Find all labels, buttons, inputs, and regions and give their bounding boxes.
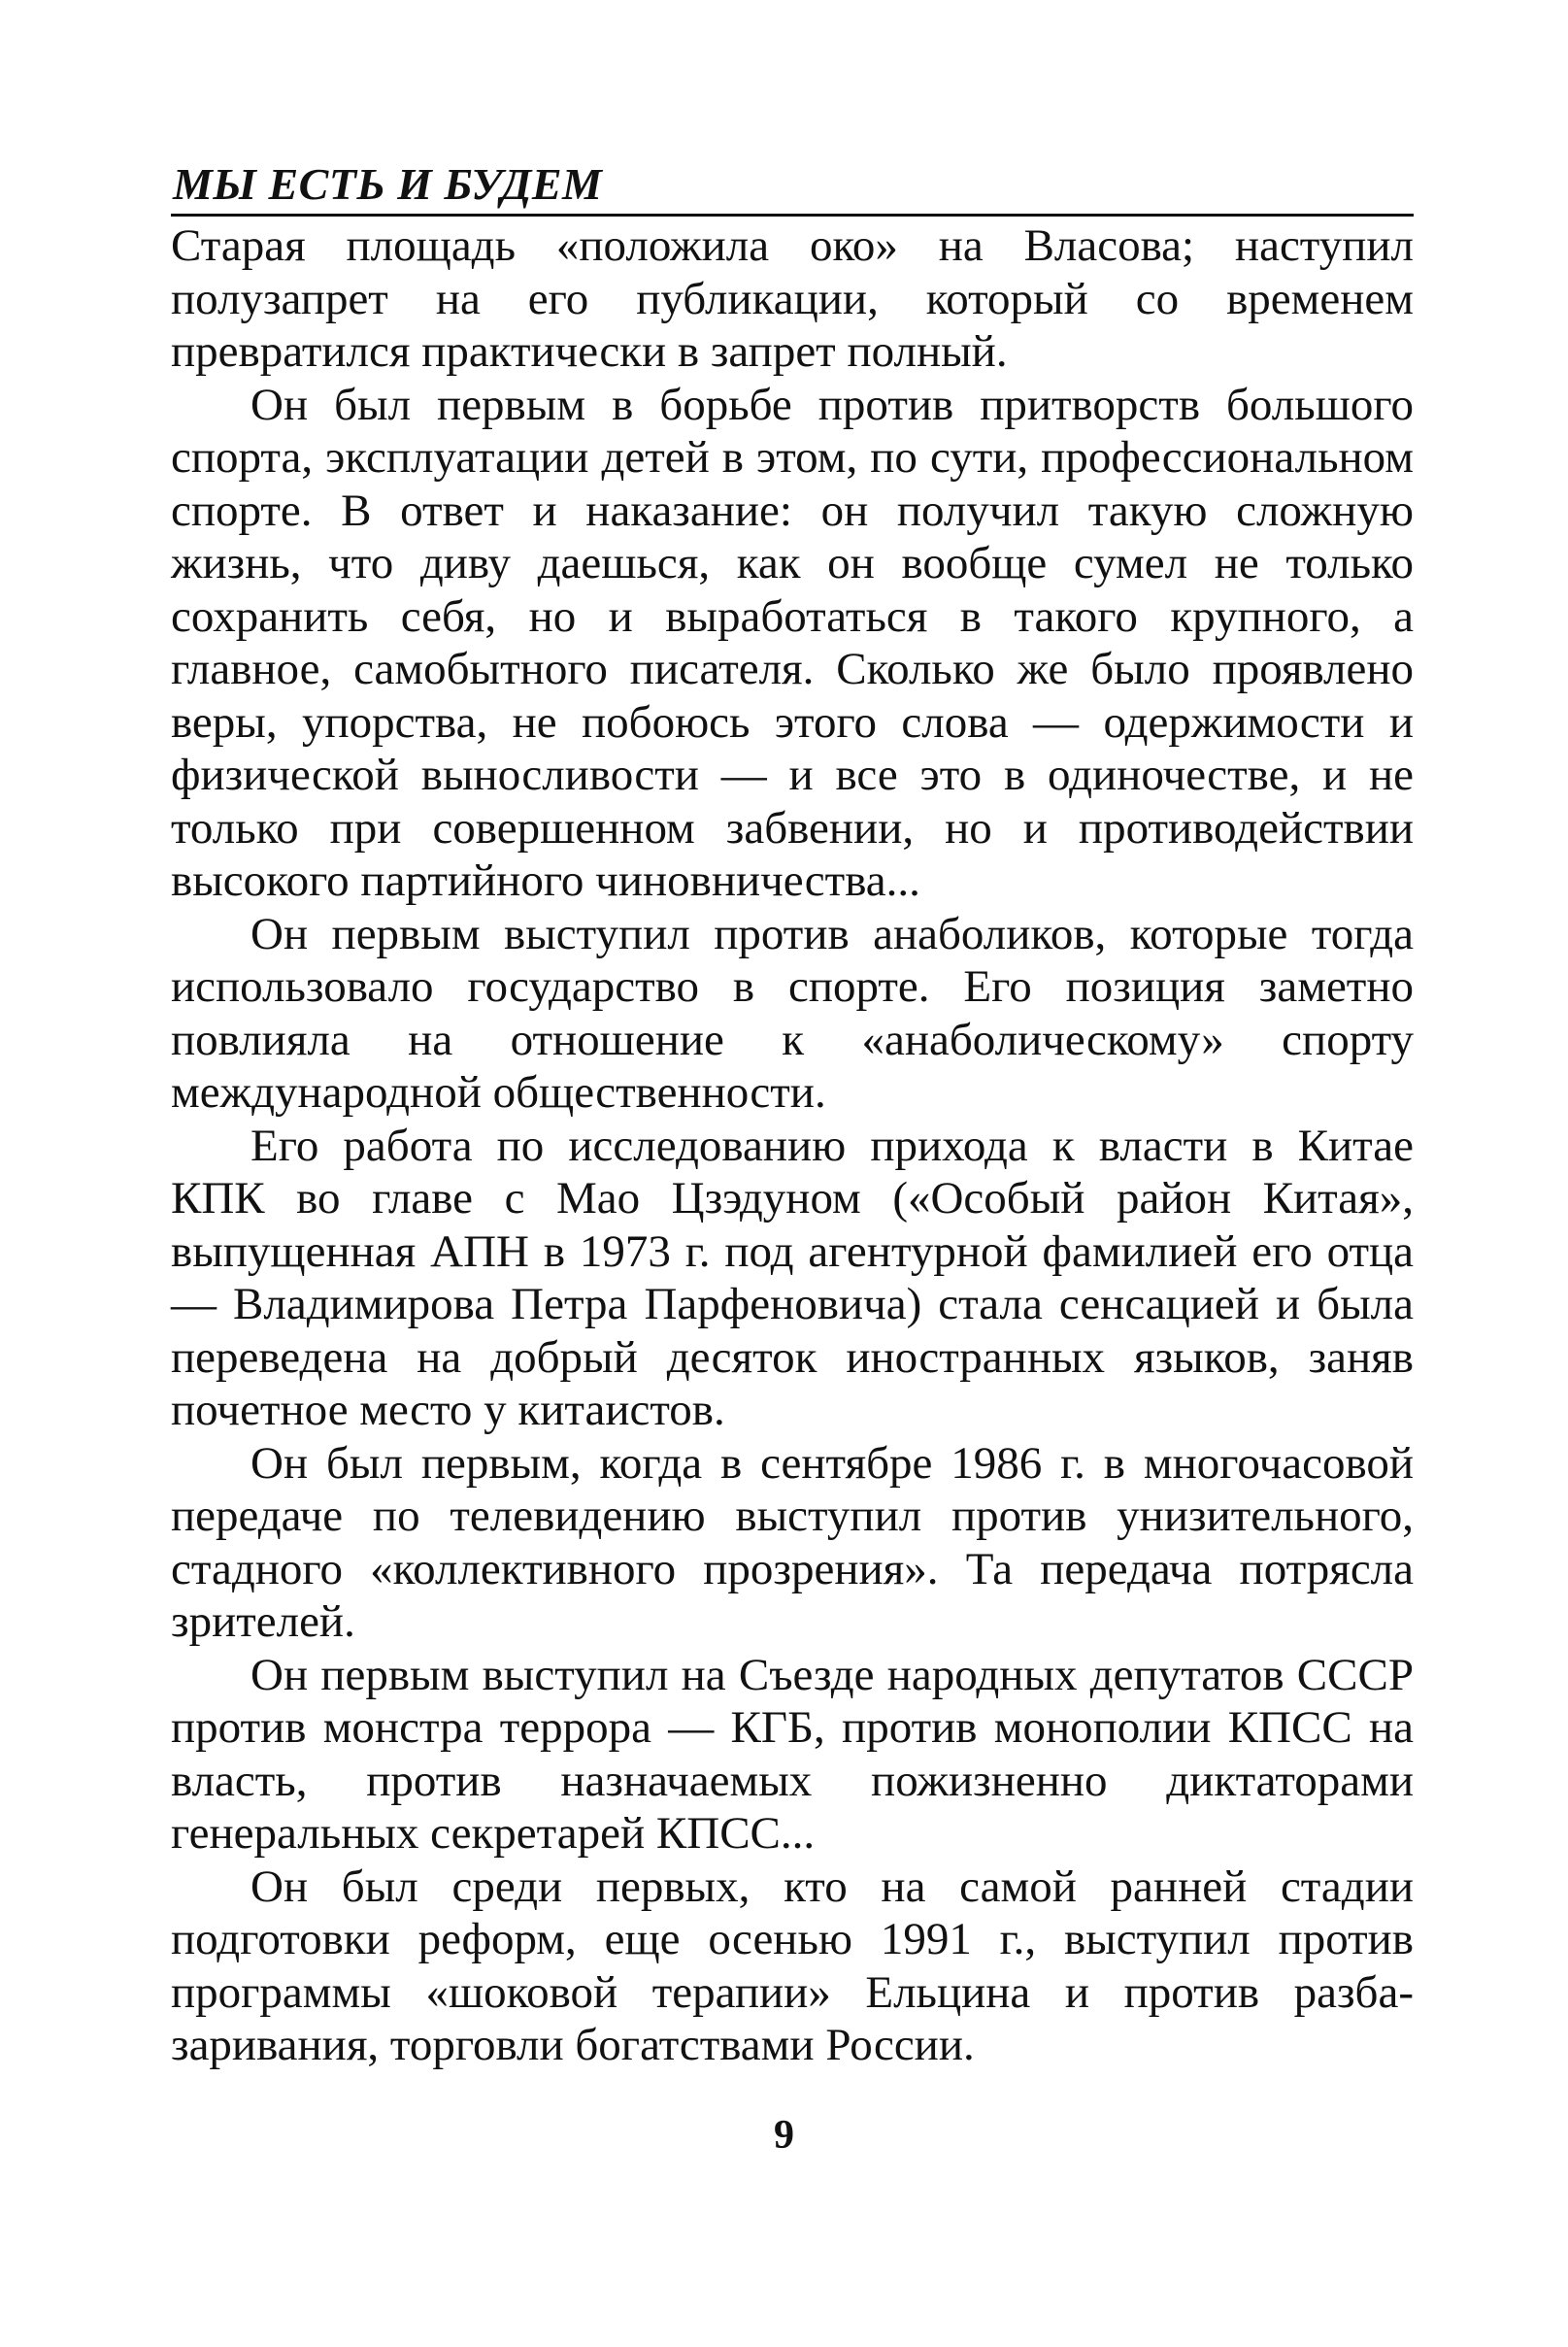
paragraph: Он первым выступил против анаболиков, которые тогда использовало государство в спорте. Его позиция заметно повлияла на отношение к «анаболическому» спорту международной общественности. [171, 908, 1414, 1118]
paragraph: Он был первым в борьбе против притворств большого спорта, эксплуатации детей в этом, по сути, профессиональном спорте. В ответ и наказание: он получил такую сложную жизнь, что диву даешься, как он вообще сумел не только сохранить себя, но и выработаться в такого крупного, а главное, самобытного писателя. Сколько же было проявлено веры, упорства, не побоюсь этого слова — одержимости и физической выносливости — и все это в одиночестве, и не только при совершенном забвении, но и противодействии высокого партийного чиновничества... [171, 379, 1414, 906]
paragraph: Он был первым, когда в сентябре 1986 г. в многочасовой передаче по телевидению выступил против унизительного, стадного «коллективного прозрения». Та передача потрясла зрителей. [171, 1437, 1414, 1647]
page-number: 9 [774, 2113, 794, 2158]
body-text [171, 219, 1414, 2072]
running-head [171, 153, 1414, 217]
paragraph: Его работа по исследованию прихода к власти в Китае КПК во главе с Мао Цзэдуном («Особый район Китая», выпущенная АПН в 1973 г. под агентурной фамилией его отца — Владимирова Петра Парфеновича) стала сенсацией и была переведена на добрый десяток иностранных языков, заняв почетное место у китаистов. [171, 1120, 1414, 1435]
paragraph: Старая площадь «положила око» на Власова; наступил полузапрет на его публикации, который со временем превратился практически в запрет полный. [171, 220, 1414, 377]
running-head-title: МЫ ЕСТЬ И БУДЕМ [173, 159, 603, 209]
paragraph: Он первым выступил на Съезде народных депутатов СССР против монстра террора — КГБ, против монополии КПСС на власть, против назначаемых пожизненно диктаторами генеральных секретарей КПСС... [171, 1649, 1414, 1859]
paragraph: Он был среди первых, кто на самой ранней стадии подготовки реформ, еще осенью 1991 г., выступил против программы «шоковой терапии» Ельцина и против разбазaривания, торговли богатствами России. [171, 1861, 1414, 2070]
